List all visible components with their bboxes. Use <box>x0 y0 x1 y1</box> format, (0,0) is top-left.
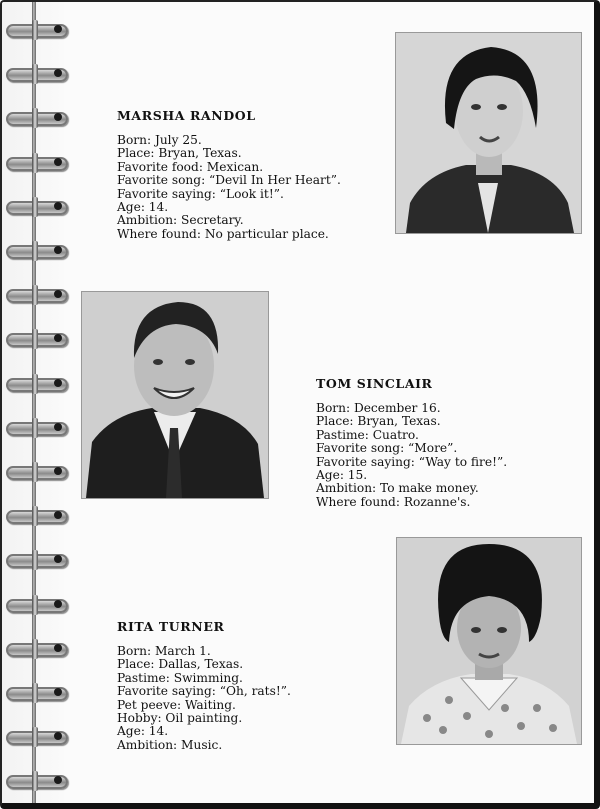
binding-ring <box>6 597 68 613</box>
student-name: RITA TURNER <box>117 619 225 634</box>
detail-ambition: Ambition: Music. <box>117 737 223 752</box>
binding-ring <box>6 243 68 259</box>
binding-ring <box>6 464 68 480</box>
detail-age: Age: 14. <box>117 724 169 739</box>
binding-ring <box>6 376 68 392</box>
detail-pastime: Pastime: Cuatro. <box>316 427 419 442</box>
binding-ring <box>6 199 68 215</box>
binding-ring <box>6 685 68 701</box>
detail-favorite-saying: Favorite saying: “Way to fire!”. <box>316 454 508 469</box>
binding-ring <box>6 155 68 171</box>
detail-age: Age: 14. <box>117 200 169 215</box>
student-name: MARSHA RANDOL <box>117 108 256 123</box>
entry-marsha-randol <box>117 108 341 241</box>
detail-favorite-song: Favorite song: “More”. <box>316 441 458 456</box>
binding-ring <box>6 287 68 303</box>
detail-favorite-saying: Favorite saying: “Oh, rats!”. <box>117 684 291 699</box>
detail-pastime: Pastime: Swimming. <box>117 670 243 685</box>
detail-favorite-song: Favorite song: “Devil In Her Heart”. <box>117 173 341 188</box>
detail-born: Born: December 16. <box>316 401 441 415</box>
detail-favorite-food: Favorite food: Mexican. <box>117 159 264 174</box>
binding-ring <box>6 508 68 524</box>
detail-ambition: Ambition: Secretary. <box>117 213 244 228</box>
detail-place: Place: Bryan, Texas. <box>117 146 242 161</box>
binding-ring <box>6 552 68 568</box>
photo-marsha-randol <box>395 32 582 234</box>
entry-tom-sinclair <box>316 376 507 509</box>
detail-where-found: Where found: No particular place. <box>117 226 329 241</box>
binding-ring <box>6 66 68 82</box>
detail-favorite-saying: Favorite saying: “Look it!”. <box>117 186 284 201</box>
detail-place: Place: Bryan, Texas. <box>316 414 441 429</box>
binding-ring <box>6 773 68 789</box>
entry-rita-turner <box>117 619 291 752</box>
detail-ambition: Ambition: To make money. <box>316 481 479 496</box>
detail-born: Born: July 25. <box>117 133 202 147</box>
detail-hobby: Hobby: Oil painting. <box>117 711 243 726</box>
binding-ring <box>6 641 68 657</box>
photo-rita-turner <box>396 537 582 745</box>
binding-ring <box>6 22 68 38</box>
binding-ring <box>6 110 68 126</box>
photo-tom-sinclair <box>81 291 269 499</box>
detail-pet-peeve: Pet peeve: Waiting. <box>117 697 236 712</box>
binding-ring <box>6 331 68 347</box>
binding-ring <box>6 420 68 436</box>
binding-ring <box>6 729 68 745</box>
detail-age: Age: 15. <box>316 468 368 483</box>
detail-place: Place: Dallas, Texas. <box>117 657 244 672</box>
student-name: TOM SINCLAIR <box>316 376 433 391</box>
detail-where-found: Where found: Rozanne's. <box>316 494 471 509</box>
detail-born: Born: March 1. <box>117 644 211 658</box>
